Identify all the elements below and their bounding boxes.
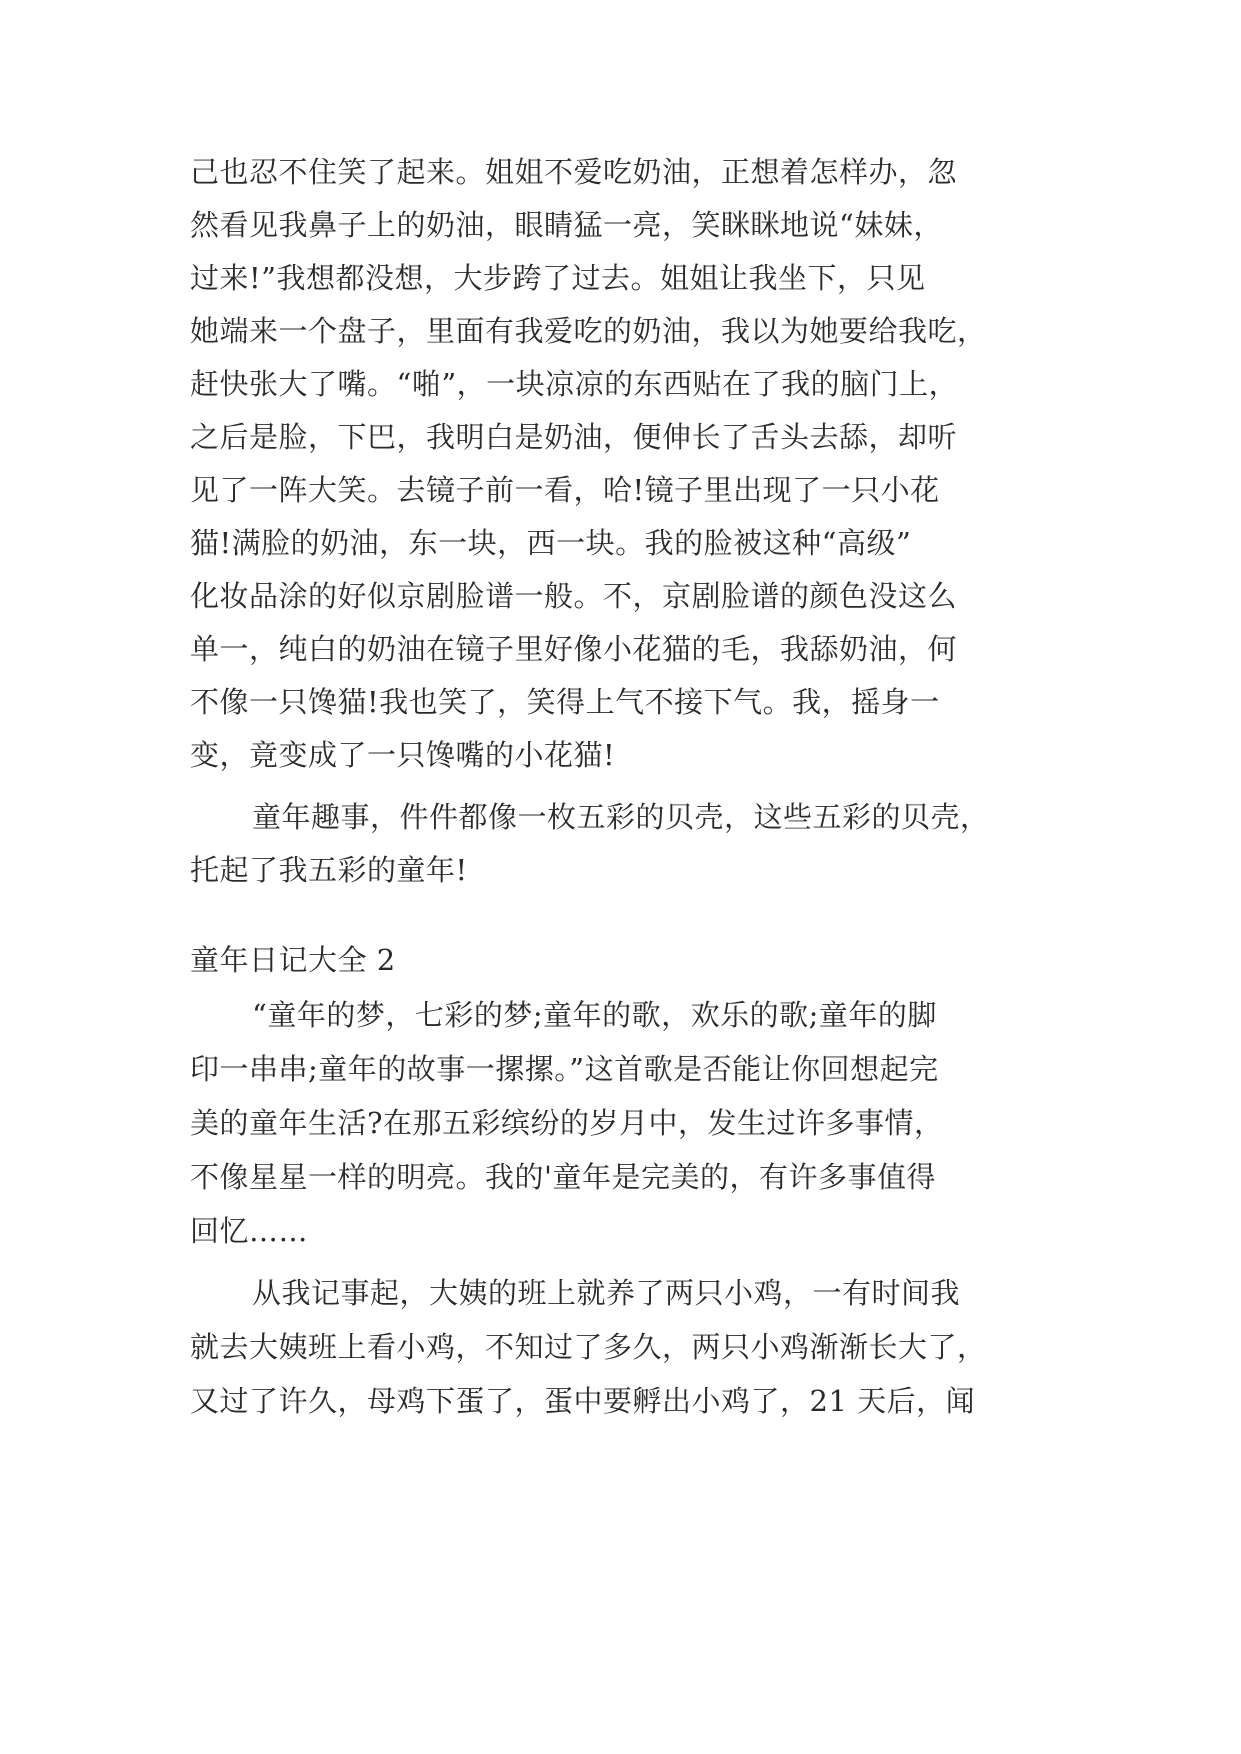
- section-heading: 童年日记大全 2: [190, 943, 396, 977]
- text-line: 美的童年生活?在那五彩缤纷的岁月中，发生过许多事情，: [190, 1106, 944, 1140]
- text-line: 不像一只馋猫!我也笑了，笑得上气不接下气。我，摇身一: [190, 685, 940, 719]
- text-line: 己也忍不住笑了起来。姐姐不爱吃奶油，正想着怎样办，忽: [190, 155, 958, 189]
- text-line: 回忆……: [190, 1214, 309, 1248]
- text-line: 之后是脸，下巴，我明白是奶油，便伸长了舌头去舔，却听: [190, 420, 958, 454]
- text-line: 变，竟变成了一只馋嘴的小花猫!: [190, 738, 616, 772]
- text-line: 印一串串;童年的故事一摞摞。”这首歌是否能让你回想起完: [190, 1052, 939, 1086]
- text-line: 就去大姨班上看小鸡，不知过了多久，两只小鸡渐渐长大了，: [190, 1330, 987, 1364]
- text-line: 赶快张大了嘴。“啪”，一块凉凉的东西贴在了我的脑门上，: [190, 367, 959, 401]
- text-line: 过来!”我想都没想，大步跨了过去。姐姐让我坐下，只见: [190, 261, 926, 295]
- text-line: 见了一阵大笑。去镜子前一看，哈!镜子里出现了一只小花: [190, 473, 940, 507]
- text-line: 不像星星一样的明亮。我的'童年是完美的，有许多事值得: [190, 1160, 936, 1194]
- text-line: 猫!满脸的奶油，东一块，西一块。我的脸被这种“高级”: [190, 526, 912, 560]
- text-line: 托起了我五彩的童年!: [190, 853, 468, 887]
- text-line: 化妆品涂的好似京剧脸谱一般。不，京剧脸谱的颜色没这么: [190, 579, 958, 613]
- text-line: 然看见我鼻子上的奶油，眼睛猛一亮，笑眯眯地说“妹妹，: [190, 208, 943, 242]
- text-line: 又过了许久，母鸡下蛋了，蛋中要孵出小鸡了，21 天后，闻: [190, 1384, 976, 1418]
- paragraph-first-line: 从我记事起，大姨的班上就养了两只小鸡，一有时间我: [252, 1276, 961, 1310]
- text-line: 她端来一个盘子，里面有我爱吃的奶油，我以为她要给我吃，: [190, 314, 987, 348]
- paragraph-first-line: “童年的梦，七彩的梦;童年的歌，欢乐的歌;童年的脚: [252, 998, 937, 1032]
- paragraph-first-line: 童年趣事，件件都像一枚五彩的贝壳，这些五彩的贝壳，: [252, 800, 990, 834]
- text-line: 单一，纯白的奶油在镜子里好像小花猫的毛，我舔奶油，何: [190, 632, 958, 666]
